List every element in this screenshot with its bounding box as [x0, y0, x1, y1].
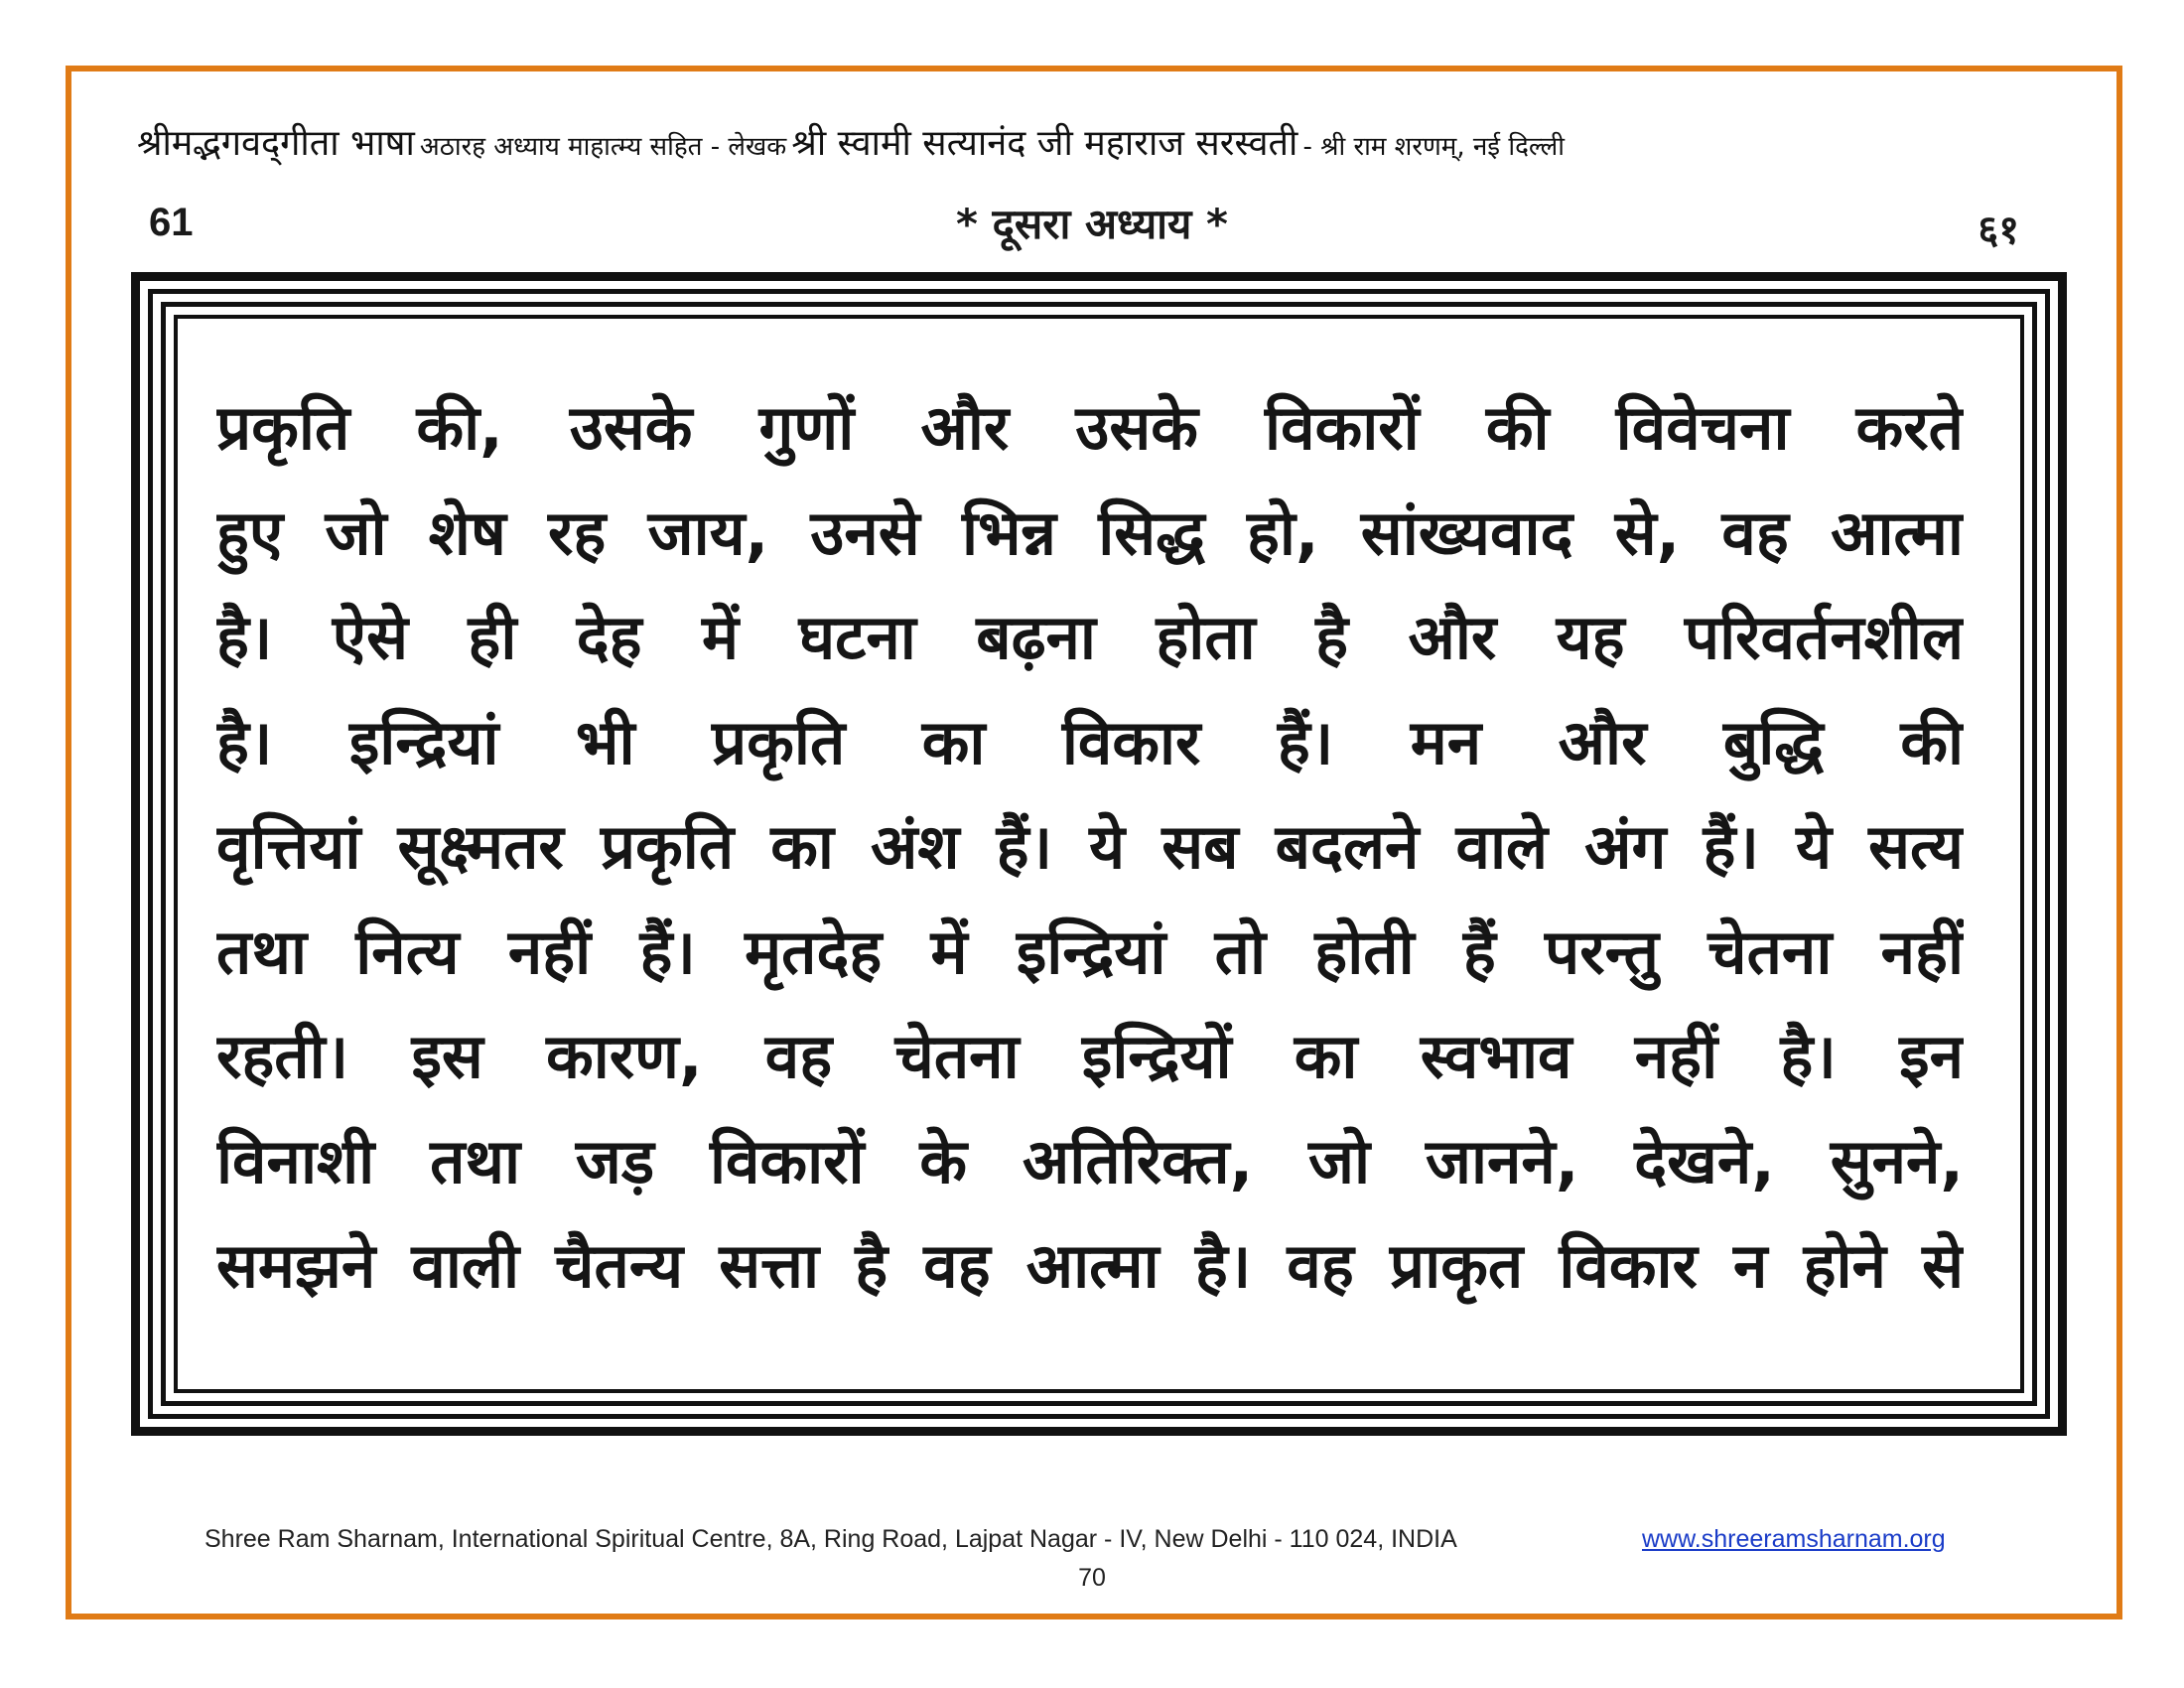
chapter-title: * दूसरा अध्याय *: [955, 200, 1229, 248]
body-line: रहती। इस कारण, वह चेतना इन्द्रियों का स्वभाव नहीं है। इन: [216, 1020, 1964, 1092]
body-line: हुए जो शेष रह जाय, उनसे भिन्न सिद्ध हो, सांख्यवाद से, वह आत्मा: [216, 495, 1964, 569]
footer-page-number: 70: [1078, 1564, 1106, 1592]
page-number-devanagari: ६१: [1978, 208, 2019, 253]
publisher-name: - श्री राम शरणम्, नई दिल्ली: [1302, 132, 1565, 162]
body-text: [216, 375, 1964, 1319]
body-line: विनाशी तथा जड़ विकारों के अतिरिक्त, जो जानने, देखने, सुनने,: [216, 1124, 1964, 1197]
website-link[interactable]: www.shreeramsharnam.org: [1642, 1525, 1946, 1553]
running-header: [137, 117, 2063, 177]
footer-address: Shree Ram Sharnam, International Spiritual Centre, 8A, Ring Road, Lajpat Nagar - IV, New Delhi - 110 024, INDIA: [205, 1525, 1457, 1553]
book-title: श्रीमद्भगवद्‌गीता भाषा: [137, 123, 415, 164]
book-subtitle: अठारह अध्याय माहात्म्य सहित - लेखक: [419, 132, 787, 162]
body-line: है। इन्द्रियां भी प्रकृति का विकार हैं। मन और बुद्धि की: [216, 705, 1964, 778]
body-line: वृत्तियां सूक्ष्मतर प्रकृति का अंश हैं। ये सब बदलने वाले अंग हैं। ये सत्य: [216, 810, 1964, 883]
body-line: तथा नित्य नहीं हैं। मृतदेह में इन्द्रियां तो होती हैं परन्तु चेतना नहीं: [216, 914, 1964, 988]
page-number-latin: 61: [149, 201, 194, 244]
author-name: श्री स्वामी सत्यानंद जी महाराज सरस्वती: [791, 123, 1298, 164]
body-line: प्रकृति की, उसके गुणों और उसके विकारों की विवेचना करते: [216, 391, 1964, 464]
body-line: है। ऐसे ही देह में घटना बढ़ना होता है और यह परिवर्तनशील: [216, 601, 1964, 673]
body-line: समझने वाली चैतन्य सत्ता है वह आत्मा है। वह प्राकृत विकार न होने से: [216, 1229, 1964, 1302]
